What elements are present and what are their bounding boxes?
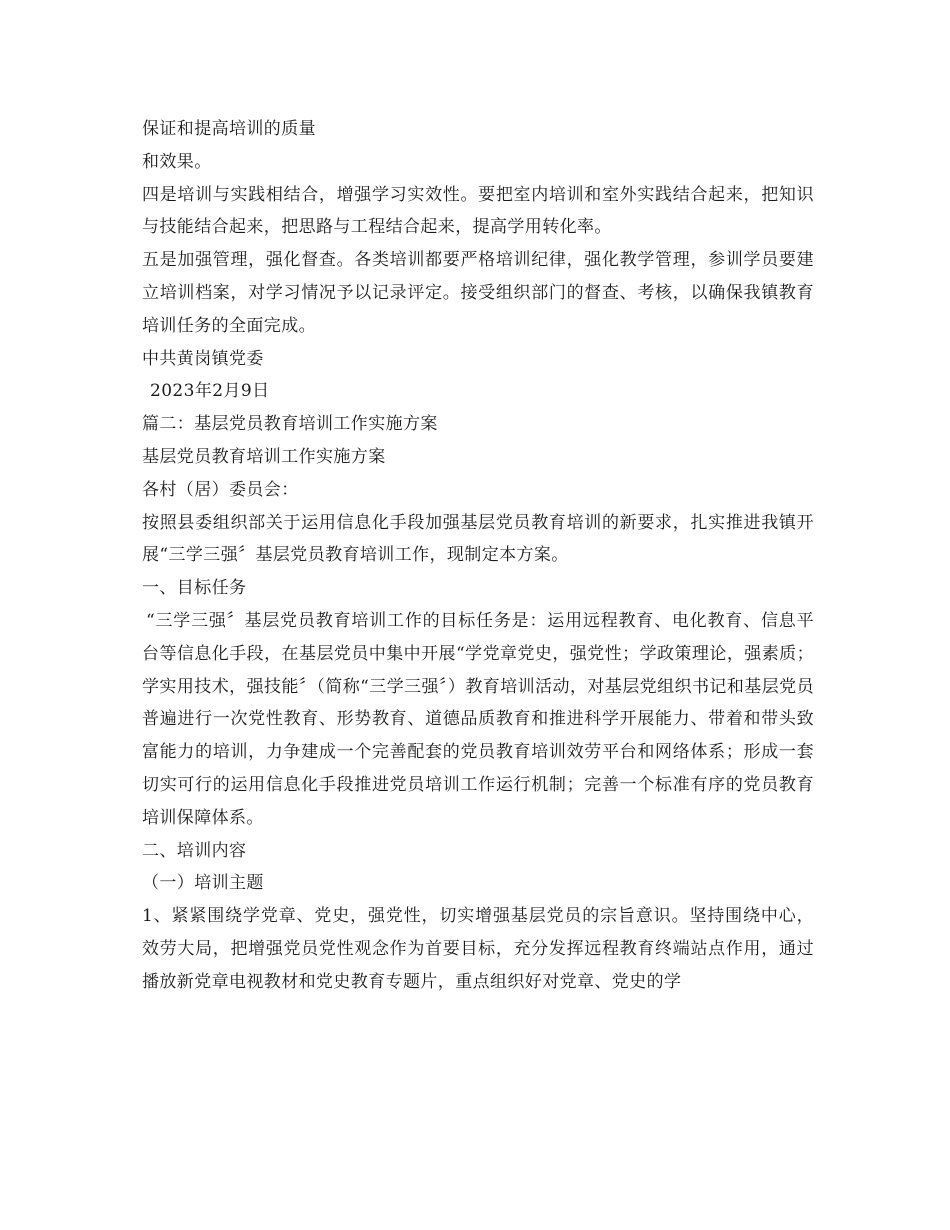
paragraph-theme-1: 1、紧紧围绕学党章、党史，强党性，切实增强基层党员的宗旨意识。坚持围绕中心，效劳大局，把增强党员党性观念作为首要目标，充分发挥远程教育终端站点作用，通过播放新党章电视教材和党史教育专题片，重点组织好对党章、党史的学 (142, 906, 814, 992)
paragraph-continuation-2: 和效果。 (142, 151, 212, 172)
paragraph-continuation-1: 保证和提高培训的质量 (142, 119, 316, 139)
subheading-theme: （一）培训主题 (142, 873, 264, 894)
section-heading-part-two: 篇二：基层党员教育培训工作实施方案 (142, 414, 438, 435)
signature-date: 2023年2月9日 (150, 381, 270, 402)
paragraph-point-four: 四是培训与实践相结合，增强学习实效性。要把室内培训和室外实践结合起来，把知识与技能结合起来，把思路与工程结合起来，提高学用转化率。 (142, 184, 814, 238)
document-title: 基层党员教育培训工作实施方案 (142, 446, 386, 467)
paragraph-intro: 按照县委组织部关于运用信息化手段加强基层党员教育培训的新要求，扎实推进我镇开展“三学三强〞基层党员教育培训工作，现制定本方案。 (142, 512, 814, 566)
heading-content: 二、培训内容 (142, 840, 247, 861)
heading-goals: 一、目标任务 (142, 578, 247, 599)
paragraph-point-five: 五是加强管理，强化督查。各类培训都要严格培训纪律，强化教学管理，参训学员要建立培训档案，对学习情况予以记录评定。接受组织部门的督查、考核，以确保我镇教育培训任务的全面完成。 (142, 250, 814, 336)
paragraph-goals: “三学三强〞基层党员教育培训工作的目标任务是：运用远程教育、电化教育、信息平台等信息化手段，在基层党员中集中开展“学党章党史，强党性；学政策理论，强素质；学实用技术，强技能〞（简称“三学三强〞）教育培训活动，对基层党组织书记和基层党员普遍进行一次党性教育、形势教育、道德品质教育和推进科学开展能力、带着和带头致富能力的培训，力争建成一个完善配套的党员教育培训效劳平台和网络体系；形成一套切实可行的运用信息化手段推进党员培训工作运行机制；完善一个标准有序的党员教育培训保障体系。 (142, 610, 814, 828)
salutation: 各村（居）委员会： (142, 479, 299, 500)
document-body (142, 113, 814, 999)
signature-organization: 中共黄岗镇党委 (142, 348, 264, 369)
